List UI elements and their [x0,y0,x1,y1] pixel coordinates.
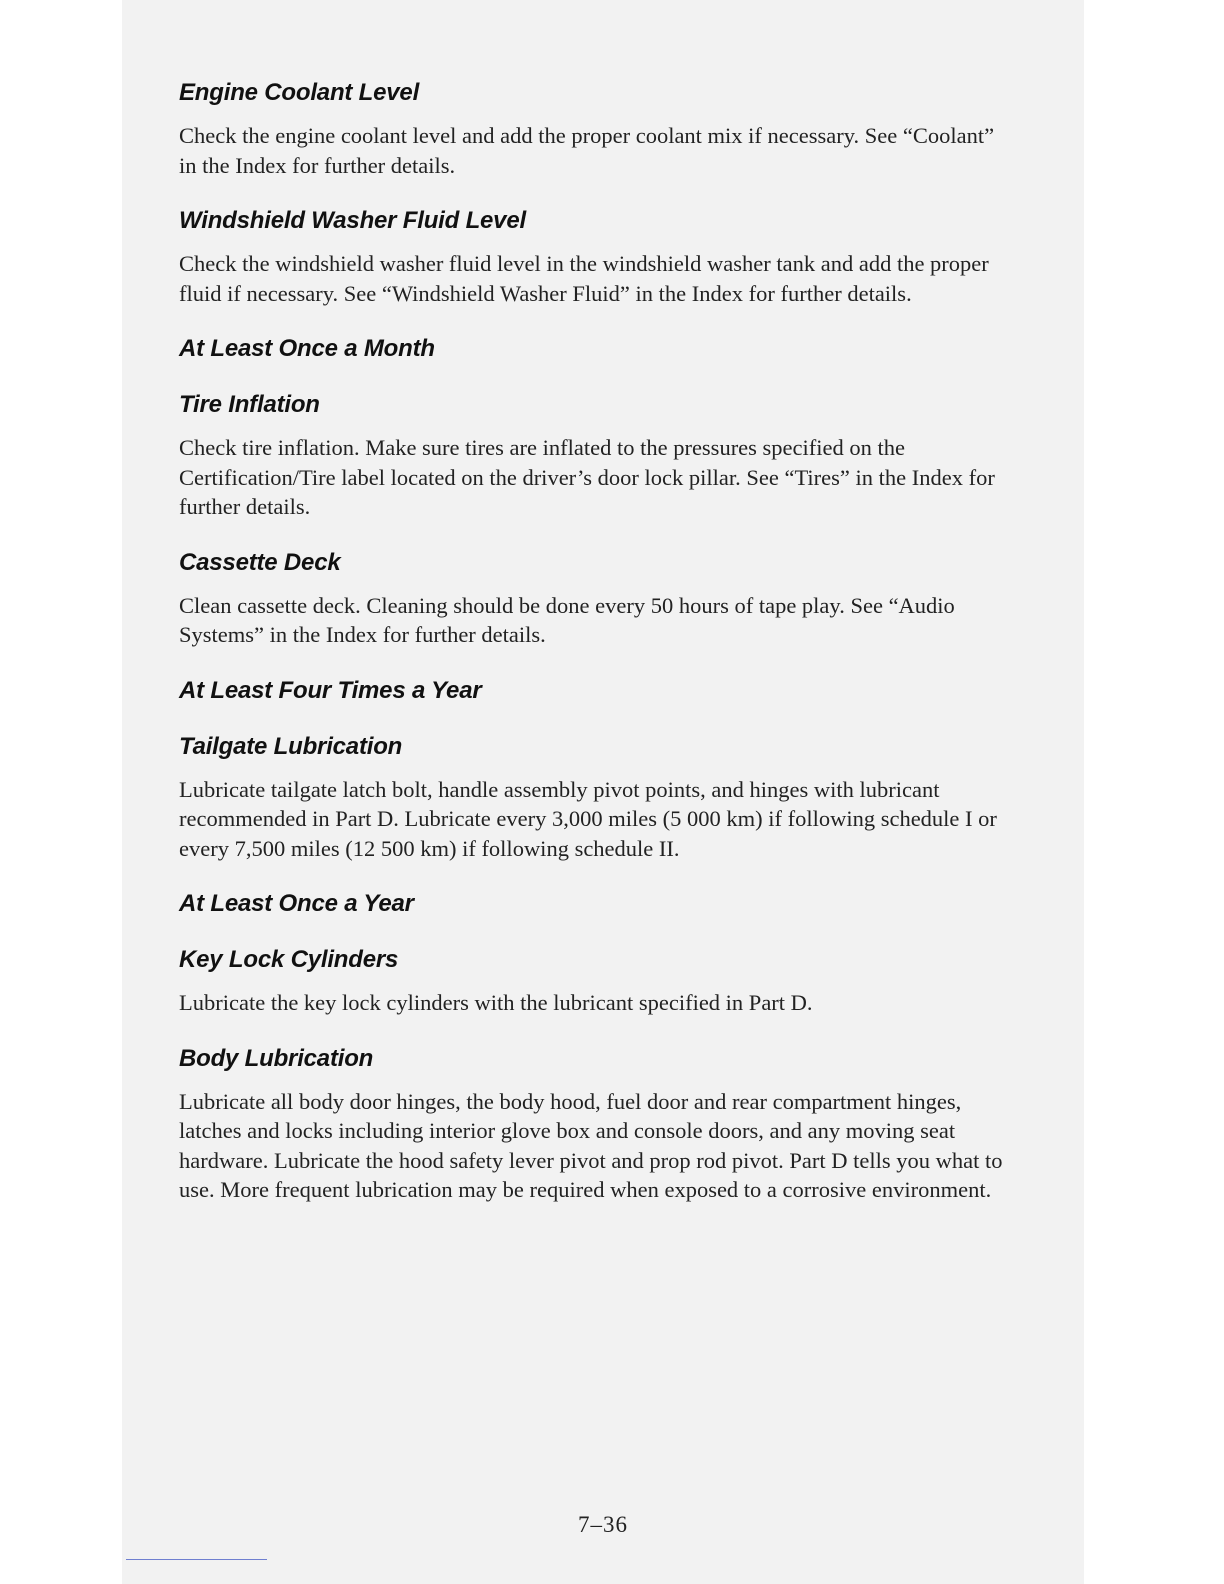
paragraph-cassette-deck: Clean cassette deck. Cleaning should be done every 50 hours of tape play. See “Audio Systems” in the Index for further details. [179,592,955,647]
heading-cassette-deck: Cassette Deck [179,548,341,576]
paragraph-key-lock-cylinders: Lubricate the key lock cylinders with the lubricant specified in Part D. [179,990,813,1015]
heading-at-least-once-a-month: At Least Once a Month [179,335,435,362]
heading-windshield-washer-fluid-level: Windshield Washer Fluid Level [179,207,526,234]
heading-at-least-four-times-a-year: At Least Four Times a Year [179,676,482,704]
paragraph-body-lubrication: Lubricate all body door hinges, the body hood, fuel door and rear compartment hinges, latches and locks including interior glove box and console doors, and any moving seat hardware. Lubricate the hood safety lever pivot and prop rod pivot. Part D tells you what to use. More frequent lubrication may be required when exposed to a corrosive environment. [179,1088,1003,1202]
heading-key-lock-cylinders: Key Lock Cylinders [179,946,399,973]
page-content [179,76,1009,1205]
paragraph-windshield-washer-fluid-level: Check the windshield washer fluid level in the windshield washer tank and add the proper fluid if necessary. See “Windshield Washer Fluid” in the Index for further details. [179,251,989,306]
footer-rule [126,1559,267,1560]
document-page [122,0,1084,1584]
paragraph-engine-coolant-level: Check the engine coolant level and add the proper coolant mix if necessary. See “Coolant” in the Index for further details. [179,123,995,178]
heading-tire-inflation: Tire Inflation [179,391,320,418]
heading-engine-coolant-level: Engine Coolant Level [179,79,420,106]
heading-tailgate-lubrication: Tailgate Lubrication [179,732,403,760]
paragraph-tailgate-lubrication: Lubricate tailgate latch bolt, handle assembly pivot points, and hinges with lubricant recommended in Part D. Lubricate every 3,000 miles (5 000 km) if following schedule I or every 7,500 miles (12 500 km) if following schedule II. [179,776,997,861]
paragraph-tire-inflation: Check tire inflation. Make sure tires are inflated to the pressures specified on the Certification/Tire label located on the driver’s door lock pillar. See “Tires” in the Index for further details. [179,435,995,519]
heading-at-least-once-a-year: At Least Once a Year [179,890,414,917]
page-number: 7–36 [578,1512,628,1537]
heading-body-lubrication: Body Lubrication [179,1044,374,1072]
